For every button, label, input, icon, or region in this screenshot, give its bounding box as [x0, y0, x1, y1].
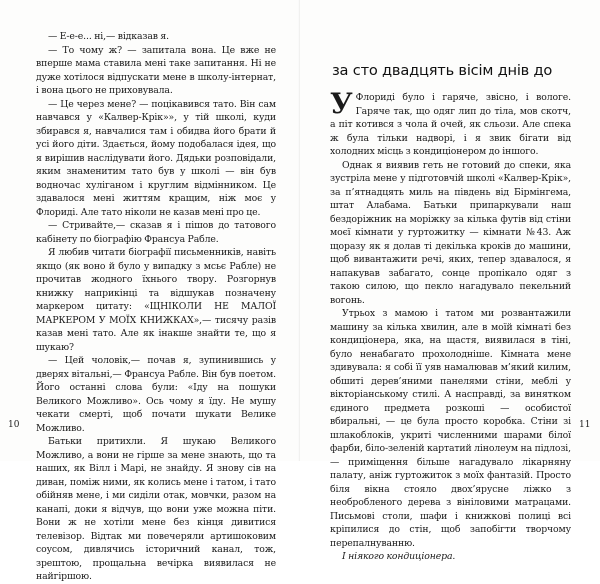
right-page [300, 0, 600, 562]
paragraph: — Це через мене? — поцікавився тато. Він сам навчався у «Калвер-Крік»», у тій школі, куди збирався я, навчалися там і обидва його брати й усі його діти. Здається, йому подобалася ідея, що я вирішив наслідувати його. Дядьки розповідали, яким знаменитим тато був у школі — він був водночас хуліганом і круглим відмінником. Це здавалося мені життям кращим, ніж моє у Флориді. Але тато ніколи не казав мені про це. [36, 98, 276, 218]
drop-cap: У [330, 87, 353, 120]
chapter-title: за сто двадцять вісім днів до [332, 62, 553, 79]
left-page [0, 0, 299, 582]
right-page-text [330, 87, 571, 564]
opening-paragraph [330, 87, 571, 159]
paragraph: — То чому ж? — запитала вона. Це вже не вперше мама ставила мені таке запитання. Ні не дуже хотілося відпускати мене в школу-інтернат, і вона цього не приховувала. [36, 44, 276, 96]
paragraph: — Цей чоловік,— почав я, зупинившись у дверях вітальні,— Франсуа Рабле. Він був поетом. Його останні слова були: «Іду на пошуки Великого Можливо». Ось чому я їду. Не мушу чекати смерті, щоб почати шукати Велике Можливо. [36, 355, 276, 434]
paragraph: — Стривайте,— сказав я і пішов до татового кабінету по біографію Франсуа Рабле. [36, 220, 276, 245]
paragraph: Утрьох з мамою і татом ми розвантажили машину за кілька хвилин, але в моїй кімнаті без кондиціонера, яка, на щастя, виявилася в тіні, було ненабагато прохолодніше. Кімната мене здивувала: я собі її уяв намалював м’який килим, обшиті дерев’яними панелями стіни, меблі у вікторіанському стилі. А насправді, за винятком єдиного предмета розкоші — особистої вбиральні, — це була просто коробка. Стіни зі шлакоблоків, укриті численними шарами білої фарби, біло-зеленій картатий лінолеум на підлозі,— приміщення більше нагадувало лікарняну палату, аніж гуртожиток з моїх фантазій. Просто біля вікна стояло двох’ярусне ліжко з необробленого дерева з вініловими матрацами. Письмові столи, шафи і книжкові полиці всі кріпилися до стін, щоб запобігти творчому перепалнуванню. [330, 308, 571, 549]
paragraph: — Е-е-е... ні,— відказав я. [48, 31, 169, 42]
paragraph: Я любив читати біографії письменників, навіть якщо (як воно й було у випадку з мсьє Рабле) не прочитав жодного їхнього твору. Розгорнув книжку наприкінці та відшукав позначену маркером цитату: «ЩНІКОЛИ НЕ МАЛОЇ МАРКЕРОМ У МОЇХ КНИЖКАХ»,— тисячу разів казав мені тато. Але як інакше знайти те, що я шукаю? [36, 247, 276, 353]
paragraph-text: Флориді було і гаряче, звісно, і вологе. Гаряче так, що одяг лип до тіла, мов скотч, а піт котився з чола й очей, як сльози. Але спека ж була тільки надворі, і я звик бігати від холодних місць з кондиціонером до іншого. [330, 92, 571, 157]
paragraph: Батьки притихли. Я шукаю Великого Можливо, а вони не гірше за мене знають, що та наших, як Вілл і Марі, не знайду. Я знову сів на диван, поміж ними, як колись мене і татом, і тато обійняв мене, і ми сиділи отак, мовчки, разом на канапі, доки я відчув, що вони уже можна піти. Вони ж не хотіли мене без кінця дивитися телевізор. Відтак ми повечеряли артишоковим соусом, дивлячись історичний канал, тож, зрештою, прощальна вечірка виявилася не найгіршою. [36, 436, 276, 582]
left-page-text [36, 30, 276, 584]
page-number: 10 [8, 420, 20, 430]
page-number: 11 [579, 420, 591, 430]
paragraph: Однак я виявив геть не готовий до спеки, яка зустріла мене у підготовчій школі «Калвер-Крік», за п’ятнадцять миль на південь від Бірмінгема, штат Алабама. Батьки припаркували наш бездоріжник на моріжку за кілька футів від стіни моєї кімнати у гуртожитку — кімнати №43. Аж щоразу як я долав ті декілька кроків до машини, щоб вивантажити речі, яких, тепер здавалося, я напакував забагато, сонце пропікало одяг з такою силою, що пекло нагадувало пекельний вогонь. [330, 159, 571, 306]
closing-line: І ніякого кондиціонера. [342, 551, 456, 562]
